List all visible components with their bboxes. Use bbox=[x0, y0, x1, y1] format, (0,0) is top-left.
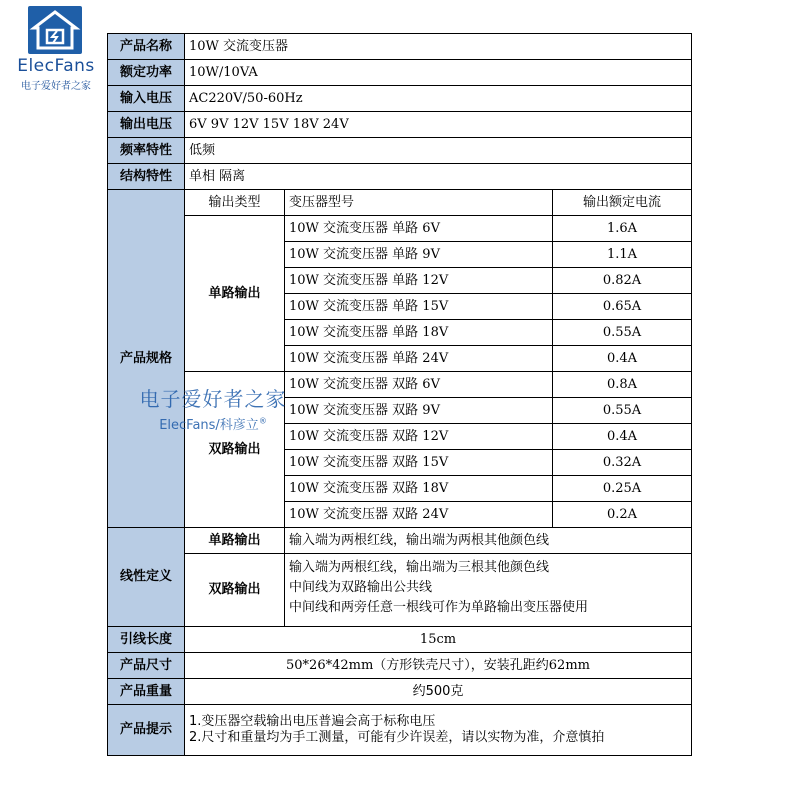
tips-text bbox=[185, 705, 692, 756]
label-frequency: 频率特性 bbox=[108, 138, 185, 164]
value-lead-length: 15cm bbox=[185, 627, 692, 653]
row-rated-power bbox=[108, 60, 692, 86]
label-wiring-single: 单路输出 bbox=[185, 528, 285, 554]
header-model: 变压器型号 bbox=[285, 190, 553, 216]
model-cell: 10W 交流变压器 单路 18V bbox=[285, 320, 553, 346]
tip-line: 2.尺寸和重量均为手工测量，可能有少许误差，请以实物为准，介意慎拍 bbox=[189, 730, 605, 745]
row-lead-length bbox=[108, 627, 692, 653]
label-structure: 结构特性 bbox=[108, 164, 185, 190]
wiring-dual-line: 输入端为两根红线，输出端为三根其他颜色线 bbox=[289, 560, 550, 575]
value-output-voltage: 6V 9V 12V 15V 18V 24V bbox=[185, 112, 692, 138]
registered-mark: ® bbox=[258, 416, 267, 426]
label-specs: 产品规格 bbox=[108, 190, 185, 528]
label-input-voltage: 输入电压 bbox=[108, 86, 185, 112]
watermark-sub-text: ElecFans/科彦立 bbox=[159, 418, 259, 433]
label-weight: 产品重量 bbox=[108, 679, 185, 705]
value-product-name: 10W 交流变压器 bbox=[185, 34, 692, 60]
value-structure: 单相 隔离 bbox=[185, 164, 692, 190]
current-cell: 0.82A bbox=[553, 268, 692, 294]
row-tips bbox=[108, 705, 692, 756]
row-frequency bbox=[108, 138, 692, 164]
current-cell: 0.25A bbox=[553, 476, 692, 502]
wiring-single-text: 输入端为两根红线，输出端为两根其他颜色线 bbox=[285, 528, 692, 554]
model-cell: 10W 交流变压器 双路 12V bbox=[285, 424, 553, 450]
label-dual-output: 双路输出 bbox=[185, 372, 285, 528]
label-lead-length: 引线长度 bbox=[108, 627, 185, 653]
value-weight: 约500克 bbox=[185, 679, 692, 705]
header-current: 输出额定电流 bbox=[553, 190, 692, 216]
watermark-main: 电子爱好者之家 bbox=[139, 387, 287, 411]
label-tips: 产品提示 bbox=[108, 705, 185, 756]
model-cell: 10W 交流变压器 双路 9V bbox=[285, 398, 553, 424]
model-cell: 10W 交流变压器 双路 24V bbox=[285, 502, 553, 528]
current-cell: 0.8A bbox=[553, 372, 692, 398]
logo-subtitle: 电子爱好者之家 bbox=[21, 81, 91, 92]
label-rated-power: 额定功率 bbox=[108, 60, 185, 86]
label-wiring: 线性定义 bbox=[108, 528, 185, 627]
current-cell: 0.4A bbox=[553, 346, 692, 372]
tip-line: 1.变压器空载输出电压普遍会高于标称电压 bbox=[189, 714, 436, 729]
value-frequency: 低频 bbox=[185, 138, 692, 164]
wiring-single-row bbox=[108, 528, 692, 554]
wiring-dual-line: 中间线和两旁任意一根线可作为单路输出变压器使用 bbox=[289, 600, 589, 615]
row-output-voltage bbox=[108, 112, 692, 138]
current-cell: 0.4A bbox=[553, 424, 692, 450]
current-cell: 0.55A bbox=[553, 320, 692, 346]
current-cell: 0.2A bbox=[553, 502, 692, 528]
watermark-sub bbox=[113, 414, 313, 433]
label-product-name: 产品名称 bbox=[108, 34, 185, 60]
logo-text: ElecFans bbox=[17, 56, 95, 76]
current-cell: 0.55A bbox=[553, 398, 692, 424]
label-output-voltage: 输出电压 bbox=[108, 112, 185, 138]
elecfans-logo bbox=[8, 6, 100, 90]
value-input-voltage: AC220V/50-60Hz bbox=[185, 86, 692, 112]
current-cell: 1.6A bbox=[553, 216, 692, 242]
model-cell: 10W 交流变压器 双路 6V bbox=[285, 372, 553, 398]
value-size: 50*26*42mm（方形铁壳尺寸），安装孔距约62mm bbox=[185, 653, 692, 679]
house-logo-icon bbox=[28, 6, 82, 54]
label-size: 产品尺寸 bbox=[108, 653, 185, 679]
header-output-type: 输出类型 bbox=[185, 190, 285, 216]
row-weight bbox=[108, 679, 692, 705]
specs-header-row bbox=[108, 190, 692, 216]
model-cell: 10W 交流变压器 单路 15V bbox=[285, 294, 553, 320]
current-cell: 0.65A bbox=[553, 294, 692, 320]
watermark bbox=[113, 383, 313, 433]
value-rated-power: 10W/10VA bbox=[185, 60, 692, 86]
model-cell: 10W 交流变压器 单路 9V bbox=[285, 242, 553, 268]
model-cell: 10W 交流变压器 双路 18V bbox=[285, 476, 553, 502]
model-cell: 10W 交流变压器 单路 6V bbox=[285, 216, 553, 242]
row-product-name bbox=[108, 34, 692, 60]
row-structure bbox=[108, 164, 692, 190]
wiring-dual-row bbox=[108, 554, 692, 627]
label-wiring-dual: 双路输出 bbox=[185, 554, 285, 627]
table-row bbox=[108, 216, 692, 242]
wiring-dual-text bbox=[285, 554, 692, 627]
current-cell: 1.1A bbox=[553, 242, 692, 268]
wiring-dual-line: 中间线为双路输出公共线 bbox=[289, 580, 433, 595]
model-cell: 10W 交流变压器 单路 12V bbox=[285, 268, 553, 294]
row-size bbox=[108, 653, 692, 679]
label-single-output: 单路输出 bbox=[185, 216, 285, 372]
model-cell: 10W 交流变压器 双路 15V bbox=[285, 450, 553, 476]
model-cell: 10W 交流变压器 单路 24V bbox=[285, 346, 553, 372]
row-input-voltage bbox=[108, 86, 692, 112]
current-cell: 0.32A bbox=[553, 450, 692, 476]
